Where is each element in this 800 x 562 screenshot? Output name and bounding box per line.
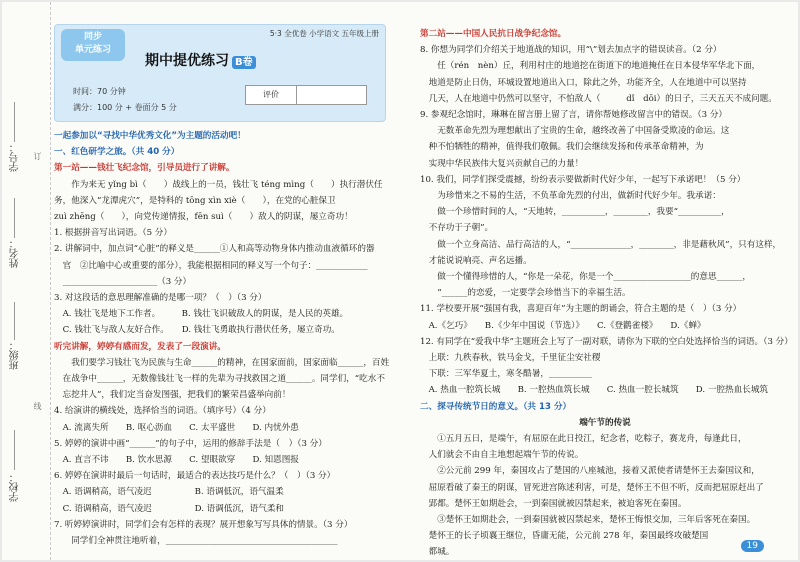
right-line: 做一个珍惜时间的人，“天地转，__________，________，我要“__________， [420, 207, 730, 218]
left-line: 一、红色研学之旅。（共 40 分） [54, 147, 180, 158]
left-line: C. 语调稍高，语气凌迟 D. 语调低沉，语气柔和 [54, 503, 285, 514]
right-line: ①五月五日，是端午，有屈原在此日投江，纪念者，吃粽子，赛龙舟，每逢此日， [420, 434, 747, 444]
student-id-line [14, 102, 15, 142]
left-line: 7. 听婷婷演讲时，同学们会有怎样的表现？展开想象写写具体的情景。（3 分） [54, 519, 353, 530]
score-label: 评价 [246, 86, 297, 104]
right-line: 几天，人在地道中仍然可以坚守，不怕敌人（ dǐ dōi）的日子，三天五天不成问题。 [420, 93, 777, 104]
right-line: 都城。 [420, 547, 455, 558]
left-line: 官 ②比喻中心或重要的部分），我能根据相同的释义写一个句子：____________ [54, 260, 368, 271]
left-line: 作为来无 yǐng bì（ ）战线上的一员，钱壮飞 téng mìng（ ）执行潜伏任 [54, 179, 383, 190]
right-line: 二、探寻传统节日的意义。（共 13 分） [420, 401, 572, 412]
right-line: 为珍惜来之不易的生活，不负革命先烈的付出，做新时代好少年。我承诺： [420, 191, 721, 201]
name-label: 姓名： [10, 238, 21, 268]
right-line: 上联：九秩春秋，铁马金戈，千里征尘安社稷 [420, 353, 601, 363]
left-column [54, 2, 394, 560]
right-line: ②公元前 299 年，秦国攻占了楚国的八座城池，接着又派使者请楚怀王去秦国议和， [420, 466, 760, 477]
right-line: 才能说说响亮、声名远播。 [420, 255, 532, 266]
right-line: “______的恋爱，一定要学会珍惜当下的幸福生活。 [420, 288, 631, 299]
right-line: A. 热血一腔筑长城 B. 一腔热血筑长城 C. 热血一腔长城筑 D. 一腔热血长城筑 [420, 385, 769, 396]
left-line: 在战争中______，无数像钱壮飞一样的先辈为寻找救国之道______。同学们，“吃水不 [54, 374, 385, 384]
right-line: 实现中华民族伟大复兴贡献自己的力量！ [420, 158, 584, 169]
right-column [420, 2, 793, 560]
page-number: 19 [741, 540, 764, 552]
right-line: 地道是防止日伪，环城设置地道出入口，除此之外，功能齐全，人在地道中可以坚持 [420, 77, 747, 88]
left-line: zuì zhēng（ ），向党传递情报，fēn suì（ ）敌人的阴谋，屡立奇功！ [54, 212, 353, 222]
right-line: 10. 我们，同学们探受震撼，纷纷表示要做新时代好少年，一起写下承诺吧！（5 分） [420, 174, 746, 185]
full-score-info: 满分：100 分 + 卷面分 5 分 [73, 103, 177, 112]
name-line [14, 198, 15, 238]
right-line: 任（rén nèn）丘，利用村庄的地道挖在街道下的地道掩任在日本侵华军华北下面， [420, 61, 761, 72]
left-line: 同学们全神贯注地听着，________________________________________ [54, 536, 338, 546]
left-line: C. 钱壮飞与敌人友好合作。 D. 钱壮飞勇敢执行潜伏任务，屡立奇功。 [54, 325, 340, 336]
left-line: 我们要学习钱壮飞为民族与生命______的精神，在国家面前，国家面临______，百姓 [54, 357, 390, 368]
left-line: 听完讲解，婷婷有感而发，发表了一段演讲。 [54, 341, 226, 352]
right-line: 楚怀王的长子顷襄王继位，昏庸无能，公元前 278 年，秦国最终攻破楚国 [420, 531, 709, 542]
left-line: 5. 婷婷的演讲中画“______”的句子中，运用的修辞手法是（ ）（3 分） [54, 438, 327, 449]
exam-sheet [2, 2, 798, 560]
right-line: 9. 参观纪念馆时，琳琳在留言册上留了言，请你帮她修改留言中的错误。（3 分） [420, 110, 728, 120]
score-box[interactable] [245, 85, 367, 105]
right-line: ③楚怀王如期赴会，一到秦国就被囚禁起来，楚怀王悔恨交加，三年后客死在秦国。 [420, 515, 756, 525]
right-line: 做一个懂得珍惜的人，“你是一朵花，你是一个__________________的意思______， [420, 272, 751, 282]
school-line [14, 430, 15, 470]
left-line: 忘挖井人”，我们定当奋发图强，把我们的繁荣昌盛举向前！ [54, 390, 291, 401]
right-line: 8. 你想为同学们介绍关于地道战的知识，用“\”划去加点字的错误读音。（2 分） [420, 45, 722, 56]
right-line: 端午节的传说 [579, 417, 631, 428]
right-line: 种不怕牺牲的精神，值得我们敬佩。我们会继续发扬和传承革命精神，为 [420, 142, 704, 153]
school-label: 学校： [10, 472, 21, 502]
time-info: 时间：70 分钟 [73, 87, 126, 96]
left-line: ______________________（3 分） [54, 276, 192, 287]
right-line: 做一个立身高洁、品行高洁的人，“______________，________，非是藉秋风”，只有这样， [420, 239, 782, 250]
left-line: 一起参加以“寻找中华优秀文化”为主题的活动吧！ [54, 131, 246, 141]
left-line: 2. 讲解词中，加点词“心脏”的释义是______①人和高等动物身体内推动血液循环的器 [54, 244, 375, 255]
binding-gutter [2, 2, 51, 560]
right-line: 不存功于子朝”。 [420, 223, 494, 234]
left-line: 4. 给演讲的横线处，选择恰当的词语。（填序号）（4 分） [54, 406, 271, 417]
unit-badge: 同步 单元练习 [61, 29, 125, 61]
left-line: A. 流离失所 B. 呕心沥血 C. 太平盛世 D. 内忧外患 [54, 422, 299, 433]
binding-mark-1: 订 [33, 152, 42, 160]
right-line: 无数革命先烈为理想献出了宝贵的生命，越终改善了中国备受欺凌的命运。这 [420, 126, 730, 137]
left-line: A. 直言不讳 B. 饮水思源 C. 望眼欲穿 D. 知恩图报 [54, 455, 299, 465]
right-line: 12. 有同学在“爱我中华”主题班会上写了一副对联，请你为下联的空白处选择恰当的词语。（3 分） [420, 336, 793, 347]
version-tag: B卷 [232, 56, 256, 69]
left-line: A. 钱壮飞是地下工作者。 B. 钱壮飞识破敌人的阴谋，是人民的英雄。 [54, 309, 349, 320]
right-line: A.《乞巧》 B.《少年中国说（节选）》 C.《登鹳雀楼》 D.《蝉》 [420, 320, 706, 331]
exam-title: 期中提优练习 B卷 [145, 55, 256, 69]
class-line [14, 302, 15, 340]
right-line: 郢都。楚怀王如期赴会，一到秦国就被囚禁起来，被迫客死在秦国。 [420, 498, 687, 509]
binding-mark-2: 线 [33, 402, 42, 410]
series-label: 5·3 全优卷 小学语文 五年级上册 [269, 29, 379, 38]
student-id-label: 学号： [10, 142, 21, 172]
right-line: 11. 学校要开展“强国有我，喜迎百年”为主题的朗诵会，符合主题的是（ ）（3 分） [420, 304, 742, 315]
exam-header [54, 24, 386, 122]
right-line: 第二站——中国人民抗日战争纪念馆。 [420, 29, 567, 39]
left-line: A. 语调稍高，语气凌迟 B. 语调低沉，语气温柔 [54, 487, 284, 498]
left-line: 1. 根据拼音写出词语。（5 分） [54, 228, 172, 239]
class-label: 班级： [10, 340, 21, 370]
right-line: 下联：三军华夏土，寒冬酷暑，__________ [420, 369, 592, 380]
left-line: 务，他深入“龙潭虎穴”，是特科的 tōng xìn xiè（ ），在党的心脏保卫 [54, 195, 336, 206]
left-line: 3. 对这段话的意思理解准确的是哪一项？（ ）（3 分） [54, 293, 267, 303]
left-line: 第一站——钱壮飞纪念馆，引导员进行了讲解。 [54, 163, 235, 174]
left-line: 6. 婷婷在演讲时最后一句话时，最适合的表达技巧是什么？（ ）（3 分） [54, 471, 336, 482]
right-line: 人们就会不由自主地想起端午节的传说。 [420, 450, 584, 461]
right-line: 屈原看破了秦王的阴谋，冒死进宫陈述利害，可是，楚怀王不但不听，反而把屈原赶出了 [420, 482, 764, 493]
